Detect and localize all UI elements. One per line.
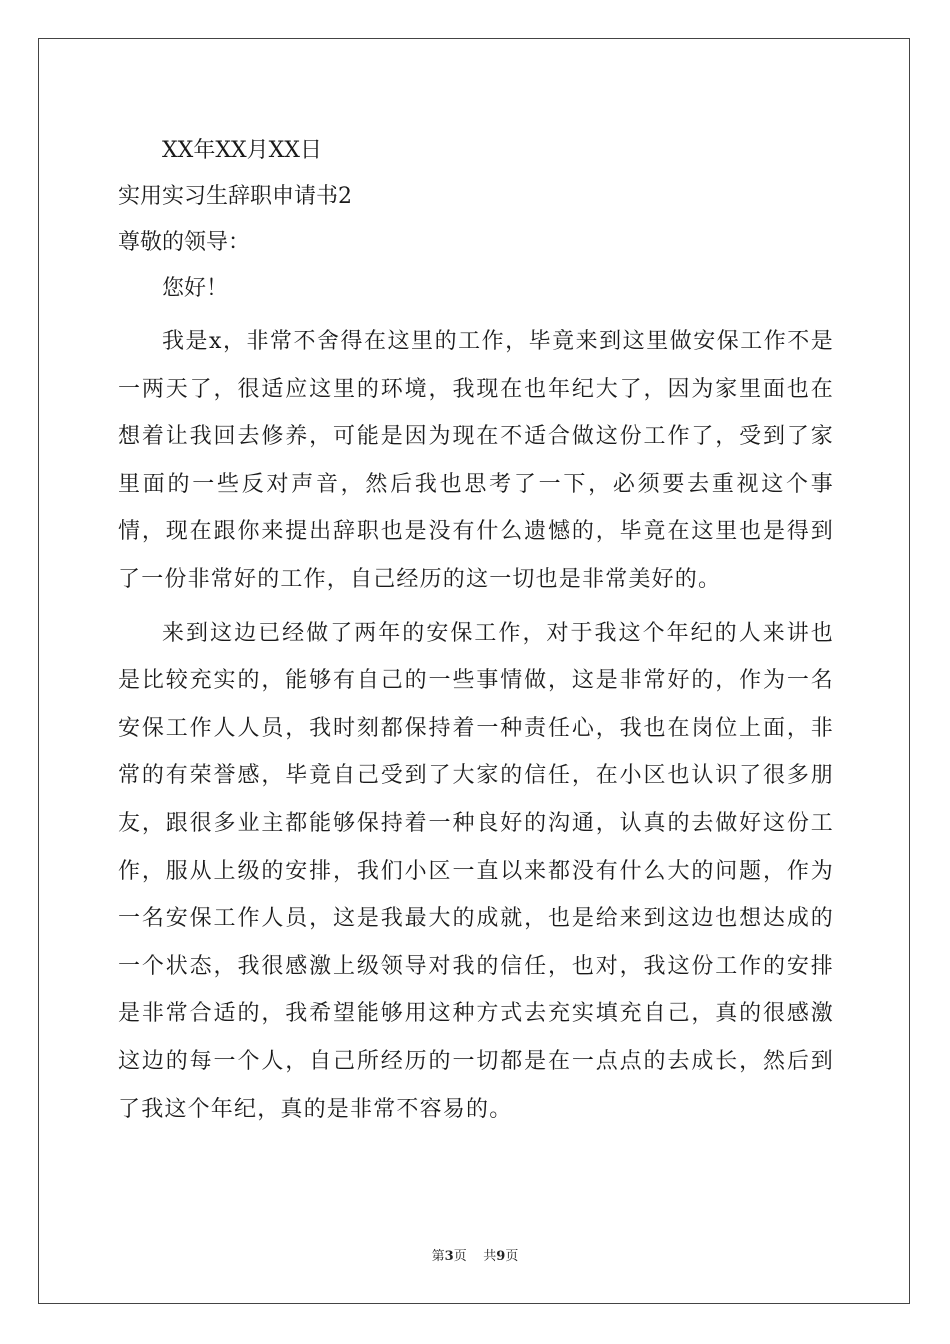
letter-title: 实用实习生辞职申请书2 [118,184,352,209]
total-suffix: 页 [505,1249,519,1264]
letter-paragraph-1: 我是x，非常不舍得在这里的工作，毕竟来到这里做安保工作不是一两天了，很适应这里的环境，我现在也年纪大了，因为家里面也在想着让我回去修养，可能是因为现在不适合做这份工作了，受到了家里面的一些反对声音，然后我也思考了一下，必须要去重视这个事情，现在跟你来提出辞职也是没有什么遗憾的，毕竟在这里也是得到了一份非常好的工作，自己经历的这一切也是非常美好的。 [118,329,834,592]
total-prefix: 共 [483,1249,497,1264]
letter-body [118,128,834,1133]
letter-date: XX年XX月XX日 [162,138,322,163]
page-total: 9 [496,1249,506,1264]
page-footer [0,1245,950,1264]
letter-greeting: 您好！ [162,276,229,301]
page-prefix: 第 [431,1249,445,1264]
page-suffix: 页 [453,1249,467,1264]
letter-paragraph-2: 来到这边已经做了两年的安保工作，对于我这个年纪的人来讲也是比较充实的，能够有自己的一些事情做，这是非常好的，作为一名安保工作人人员，我时刻都保持着一种责任心，我也在岗位上面，非常的有荣誉感，毕竟自己受到了大家的信任，在小区也认识了很多朋友，跟很多业主都能够保持着一种良好的沟通，认真的去做好这份工作，服从上级的安排，我们小区一直以来都没有什么大的问题，作为一名安保工作人员，这是我最大的成就，也是给来到这边也想达成的一个状态，我很感激上级领导对我的信任，也对，我这份工作的安排是非常合适的，我希望能够用这种方式去充实填充自己，真的很感激这边的每一个人，自己所经历的一切都是在一点点的去成长，然后到了我这个年纪，真的是非常不容易的。 [118,620,834,1122]
page-current: 3 [444,1249,454,1264]
letter-salutation: 尊敬的领导： [118,230,251,255]
